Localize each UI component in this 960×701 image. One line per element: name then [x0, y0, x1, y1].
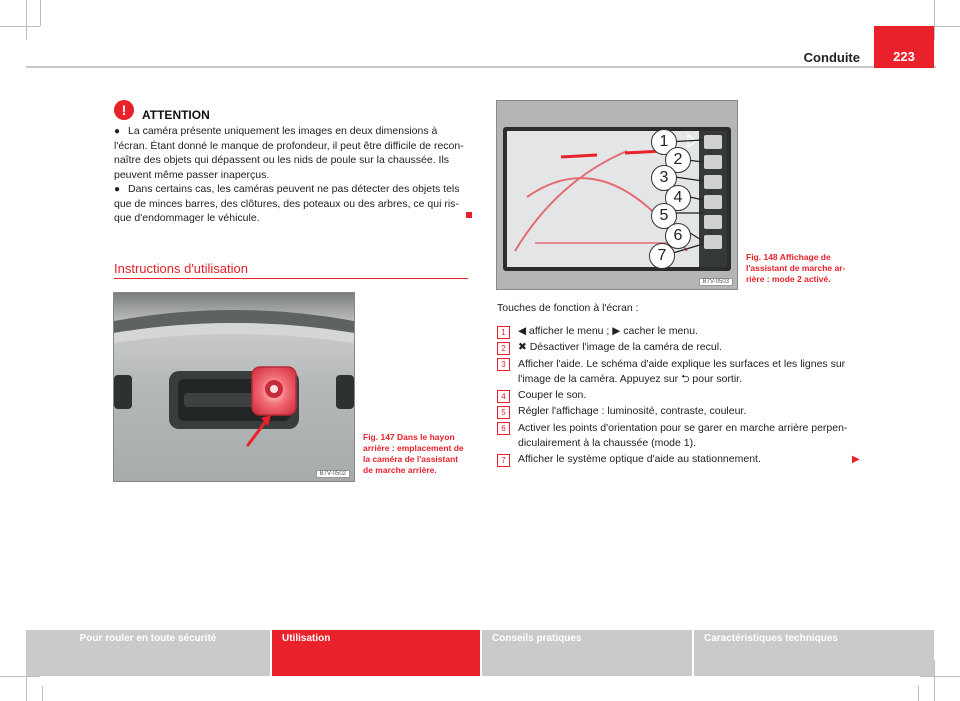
function-item-4 — [518, 388, 858, 403]
figure-148-image — [496, 100, 738, 290]
footer-tab-label: Utilisation — [282, 633, 331, 644]
caption-line: de marche arrière. — [363, 465, 437, 475]
figure-code: B7V-0503 — [699, 278, 733, 286]
crop-mark — [918, 686, 919, 701]
item-number: 3 — [497, 358, 510, 371]
caption-line: l'assistant de marche ar- — [746, 263, 846, 273]
text-line: ◀ afficher le menu ; ▶ cacher le menu. — [518, 325, 698, 337]
figure-147-caption — [363, 432, 473, 476]
text-line: ✖ Désactiver l'image de la caméra de recul. — [518, 341, 722, 353]
figure-147-image — [113, 292, 355, 482]
text-line: naître des objets qui dépassent ou les nids de poule sur la chaussée. Ils — [114, 154, 450, 166]
callout-1: 1 — [651, 129, 677, 155]
bullet-dot: ● — [114, 126, 121, 137]
section-title: Instructions d'utilisation — [114, 261, 248, 276]
function-list-intro: Touches de fonction à l'écran : — [497, 302, 639, 314]
text-line: que d'endommager le véhicule. — [114, 212, 260, 224]
function-item-7 — [518, 452, 858, 467]
end-mark — [466, 212, 472, 218]
callout-6: 6 — [665, 223, 691, 249]
footer-tab-tips[interactable] — [482, 630, 692, 676]
bullet-dot: ● — [114, 184, 121, 195]
caption-line: rière : mode 2 activé. — [746, 274, 831, 284]
warning-title: ATTENTION — [142, 108, 210, 122]
footer-tab-safety[interactable] — [26, 630, 270, 676]
item-number: 5 — [497, 406, 510, 419]
continue-arrow-icon: ▶ — [852, 454, 860, 465]
crop-mark — [934, 0, 935, 40]
crop-mark — [40, 0, 41, 26]
function-item-2 — [518, 340, 858, 355]
item-number: 1 — [497, 326, 510, 339]
text-line: Régler l'affichage : luminosité, contraste, couleur. — [518, 405, 747, 417]
text-line: Afficher le système optique d'aide au stationnement. — [518, 453, 761, 465]
footer-tab-usage[interactable] — [272, 630, 480, 676]
page-number: 223 — [893, 49, 915, 64]
caption-line: arrière : emplacement de — [363, 443, 464, 453]
crop-mark — [0, 676, 40, 677]
figure-148-caption — [746, 252, 858, 285]
function-item-1 — [518, 324, 858, 339]
footer-tab-label: Caractéristiques techniques — [704, 633, 838, 644]
item-number: 7 — [497, 454, 510, 467]
text-line: La caméra présente uniquement les images en deux dimensions à — [128, 125, 438, 137]
function-item-5 — [518, 404, 858, 419]
item-number: 4 — [497, 390, 510, 403]
text-line: l'écran. Étant donné le manque de profondeur, il peut être difficile de recon- — [114, 139, 464, 152]
text-line: que de minces barres, des clôtures, des poteaux ou des arbres, ce qui ris- — [114, 197, 459, 210]
footer-tab-specs[interactable] — [694, 630, 934, 676]
figure-code: B7V-0502 — [316, 470, 350, 478]
crop-mark — [26, 0, 27, 40]
crop-mark — [920, 676, 960, 677]
callout-4: 4 — [665, 185, 691, 211]
section-rule — [114, 278, 468, 279]
warning-bullet-2 — [114, 182, 474, 226]
item-number: 6 — [497, 422, 510, 435]
caption-line: Fig. 147 Dans le hayon — [363, 432, 455, 442]
text-line: peuvent même passer inaperçus. — [114, 168, 270, 181]
footer-tab-label: Pour rouler en toute sécurité — [79, 633, 217, 644]
callout-7: 7 — [649, 243, 675, 269]
text-line: Afficher l'aide. Le schéma d'aide explique les surfaces et les lignes sur — [518, 358, 846, 370]
warning-bullet-1 — [114, 124, 474, 182]
footer-tab-label: Conseils pratiques — [492, 633, 582, 644]
header-rule — [26, 66, 936, 68]
crop-mark — [934, 660, 935, 701]
page-title: Conduite — [803, 50, 860, 65]
callout-2: 2 — [665, 147, 691, 173]
text-line: diculairement à la chaussée (mode 1). — [518, 436, 697, 449]
item-number: 2 — [497, 342, 510, 355]
callout-5: 5 — [651, 203, 677, 229]
crop-mark — [42, 686, 43, 701]
crop-mark — [0, 26, 40, 27]
caption-line: la caméra de l'assistant — [363, 454, 459, 464]
text-line: Couper le son. — [518, 389, 587, 401]
text-line: Activer les points d'orientation pour se garer en marche arrière perpen- — [518, 422, 848, 434]
warning-icon: ! — [114, 100, 134, 120]
tailgate-camera-illustration — [114, 293, 354, 481]
function-item-3 — [518, 357, 858, 386]
callout-3: 3 — [651, 165, 677, 191]
page-number-badge — [874, 26, 934, 68]
text-line: l'image de la caméra. Appuyez sur ⮌ pour sortir. — [518, 372, 743, 385]
function-item-6 — [518, 421, 858, 450]
text-line: Dans certains cas, les caméras peuvent ne pas détecter des objets tels — [128, 183, 460, 195]
rear-view-display-illustration — [497, 101, 737, 289]
caption-line: Fig. 148 Affichage de — [746, 252, 831, 262]
